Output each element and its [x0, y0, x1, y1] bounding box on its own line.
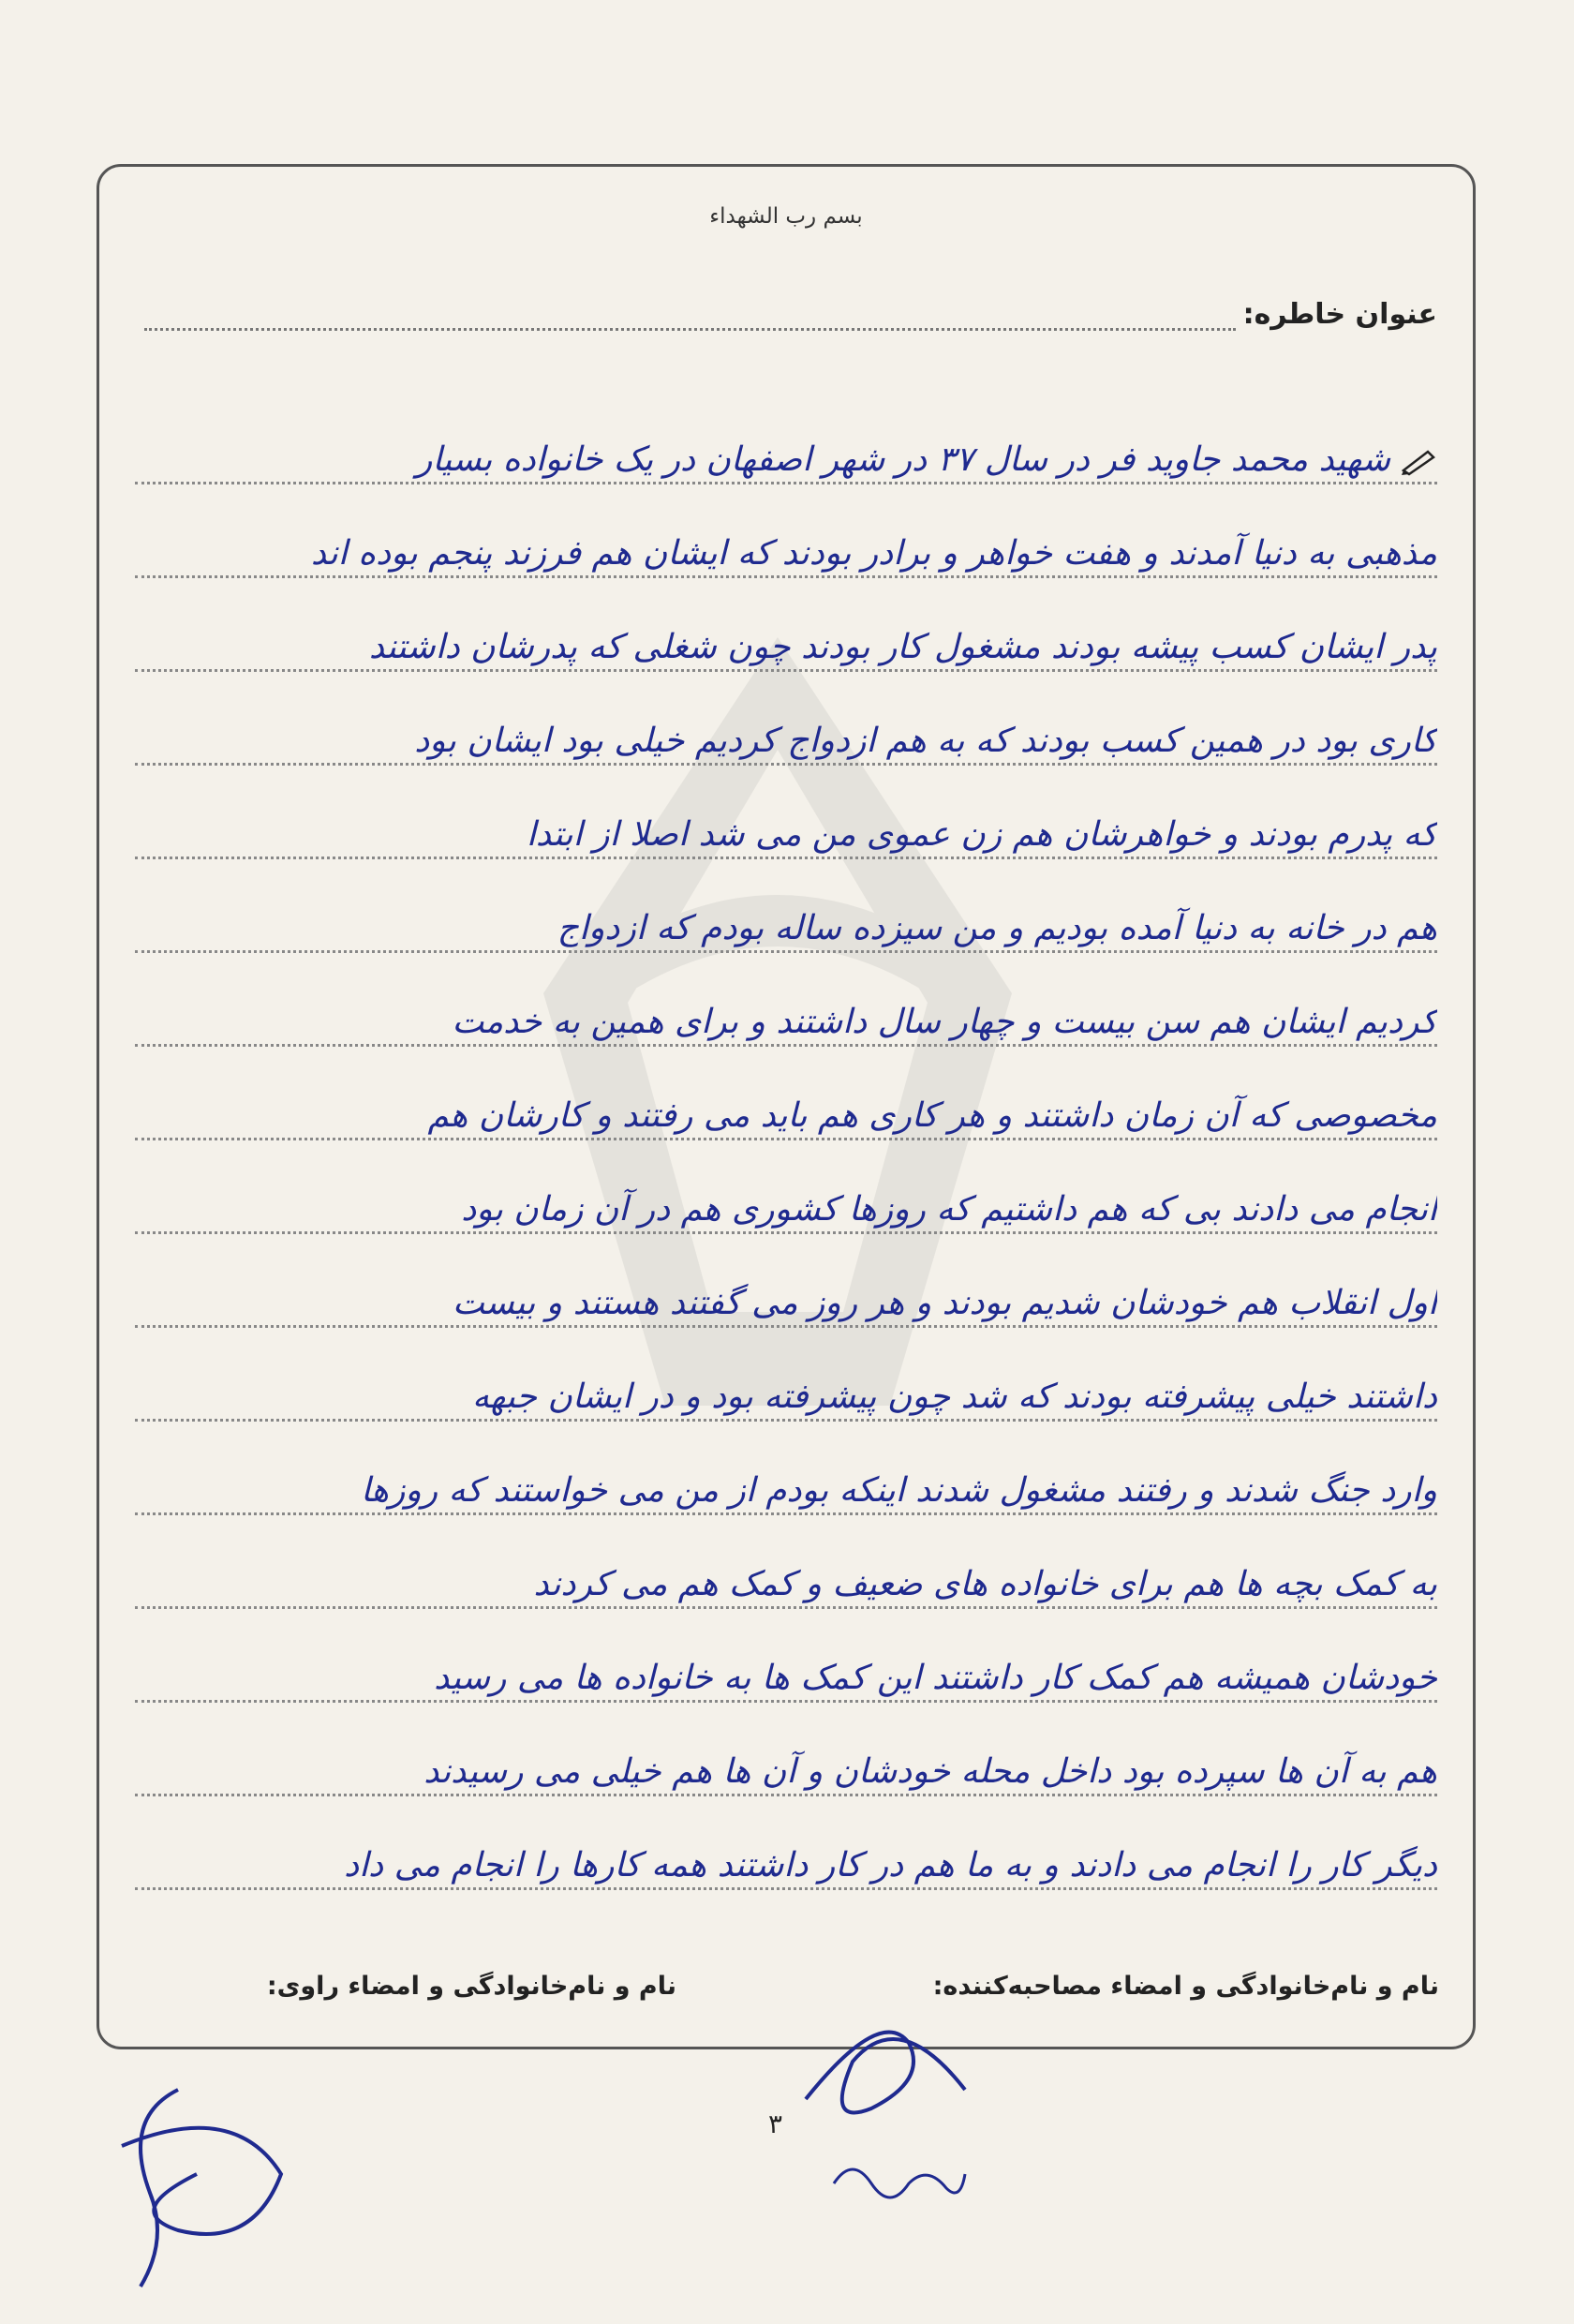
ruled-line [135, 1512, 1437, 1515]
form-frame [97, 164, 1476, 2049]
narrator-signature [66, 2062, 319, 2296]
ruled-line [135, 1325, 1437, 1328]
handwritten-line: مخصوصی که آن زمان داشتند و هر کاری هم باید می رفتند و کارشان هم [427, 1096, 1437, 1135]
handwritten-line: دیگر کار را انجام می دادند و به ما هم در کار داشتند همه کارها را انجام می داد [344, 1846, 1437, 1885]
memory-title-label: عنوان خاطره: [1242, 298, 1437, 331]
ruled-line [135, 575, 1437, 578]
handwritten-line: پدر ایشان کسب پیشه بودند مشغول کار بودند چون شغلی که پدرشان داشتند [368, 628, 1437, 666]
ruled-line [135, 1887, 1437, 1890]
pen-icon [1400, 448, 1437, 476]
handwritten-line: کردیم ایشان هم سن بیست و چهار سال داشتند و برای همین به خدمت [452, 1003, 1437, 1041]
handwritten-line: مذهبی به دنیا آمدند و هفت خواهر و برادر بودند که ایشان هم فرزند پنجم بوده اند [310, 534, 1437, 573]
handwritten-name-signature [824, 2146, 974, 2212]
ruled-line [135, 1044, 1437, 1047]
ruled-line [135, 1700, 1437, 1703]
ruled-line [135, 1606, 1437, 1609]
interviewer-signature [768, 1987, 984, 2137]
ruled-line [135, 1231, 1437, 1234]
handwritten-line: اول انقلاب هم خودشان شدیم بودند و هر روز می گفتند هستند و بیست [452, 1284, 1437, 1322]
handwritten-line: که پدرم بودند و خواهرشان هم زن عموی من می شد اصلا از ابتدا [526, 815, 1437, 854]
handwritten-line: شهید محمد جاوید فر در سال ۳۷ در شهر اصفهان در یک خانواده بسیار [135, 439, 1437, 482]
handwritten-line: هم به آن ها سپرده بود داخل محله خودشان و آن ها هم خیلی می رسیدند [423, 1752, 1437, 1791]
ruled-line [135, 763, 1437, 766]
ruled-line [135, 1794, 1437, 1796]
interviewer-label: نام و نام‌خانوادگی و امضاء مصاحبه‌کننده: [932, 1972, 1439, 2001]
handwritten-line: به کمک بچه ها هم برای خانواده های ضعیف و کمک هم می کردند [533, 1565, 1437, 1603]
ruled-line [135, 857, 1437, 859]
ruled-line [135, 482, 1437, 484]
handwritten-body [135, 439, 1437, 1947]
ruled-line [135, 669, 1437, 672]
handwritten-line: خودشان همیشه هم کمک کار داشتند این کمک ها به خانواده ها می رسید [434, 1659, 1437, 1697]
ruled-line [135, 1419, 1437, 1422]
title-dotted-line [144, 328, 1236, 331]
handwritten-line: داشتند خیلی پیشرفته بودند که شد چون پیشرفته بود و در ایشان جبهه [471, 1378, 1437, 1416]
ruled-line [135, 950, 1437, 953]
handwritten-line: هم در خانه به دنیا آمده بودیم و من سیزده ساله بودم که ازدواج [557, 909, 1437, 947]
basmala-header: بسم رب الشهداء [709, 204, 863, 229]
handwritten-line: وارد جنگ شدند و رفتند مشغول شدند اینکه بودم از من می خواستند که روزها [361, 1471, 1437, 1510]
memory-title-row [144, 298, 1437, 341]
narrator-label: نام و نام‌خانوادگی و امضاء راوی: [266, 1972, 676, 2001]
page-number: ۳ [768, 2108, 783, 2139]
ruled-line [135, 1138, 1437, 1140]
handwritten-line: کاری بود در همین کسب بودند که به هم ازدواج کردیم خیلی بود ایشان بود [414, 722, 1437, 760]
handwritten-line: انجام می دادند بی که هم داشتیم که روزها کشوری هم در آن زمان بود [461, 1190, 1437, 1229]
